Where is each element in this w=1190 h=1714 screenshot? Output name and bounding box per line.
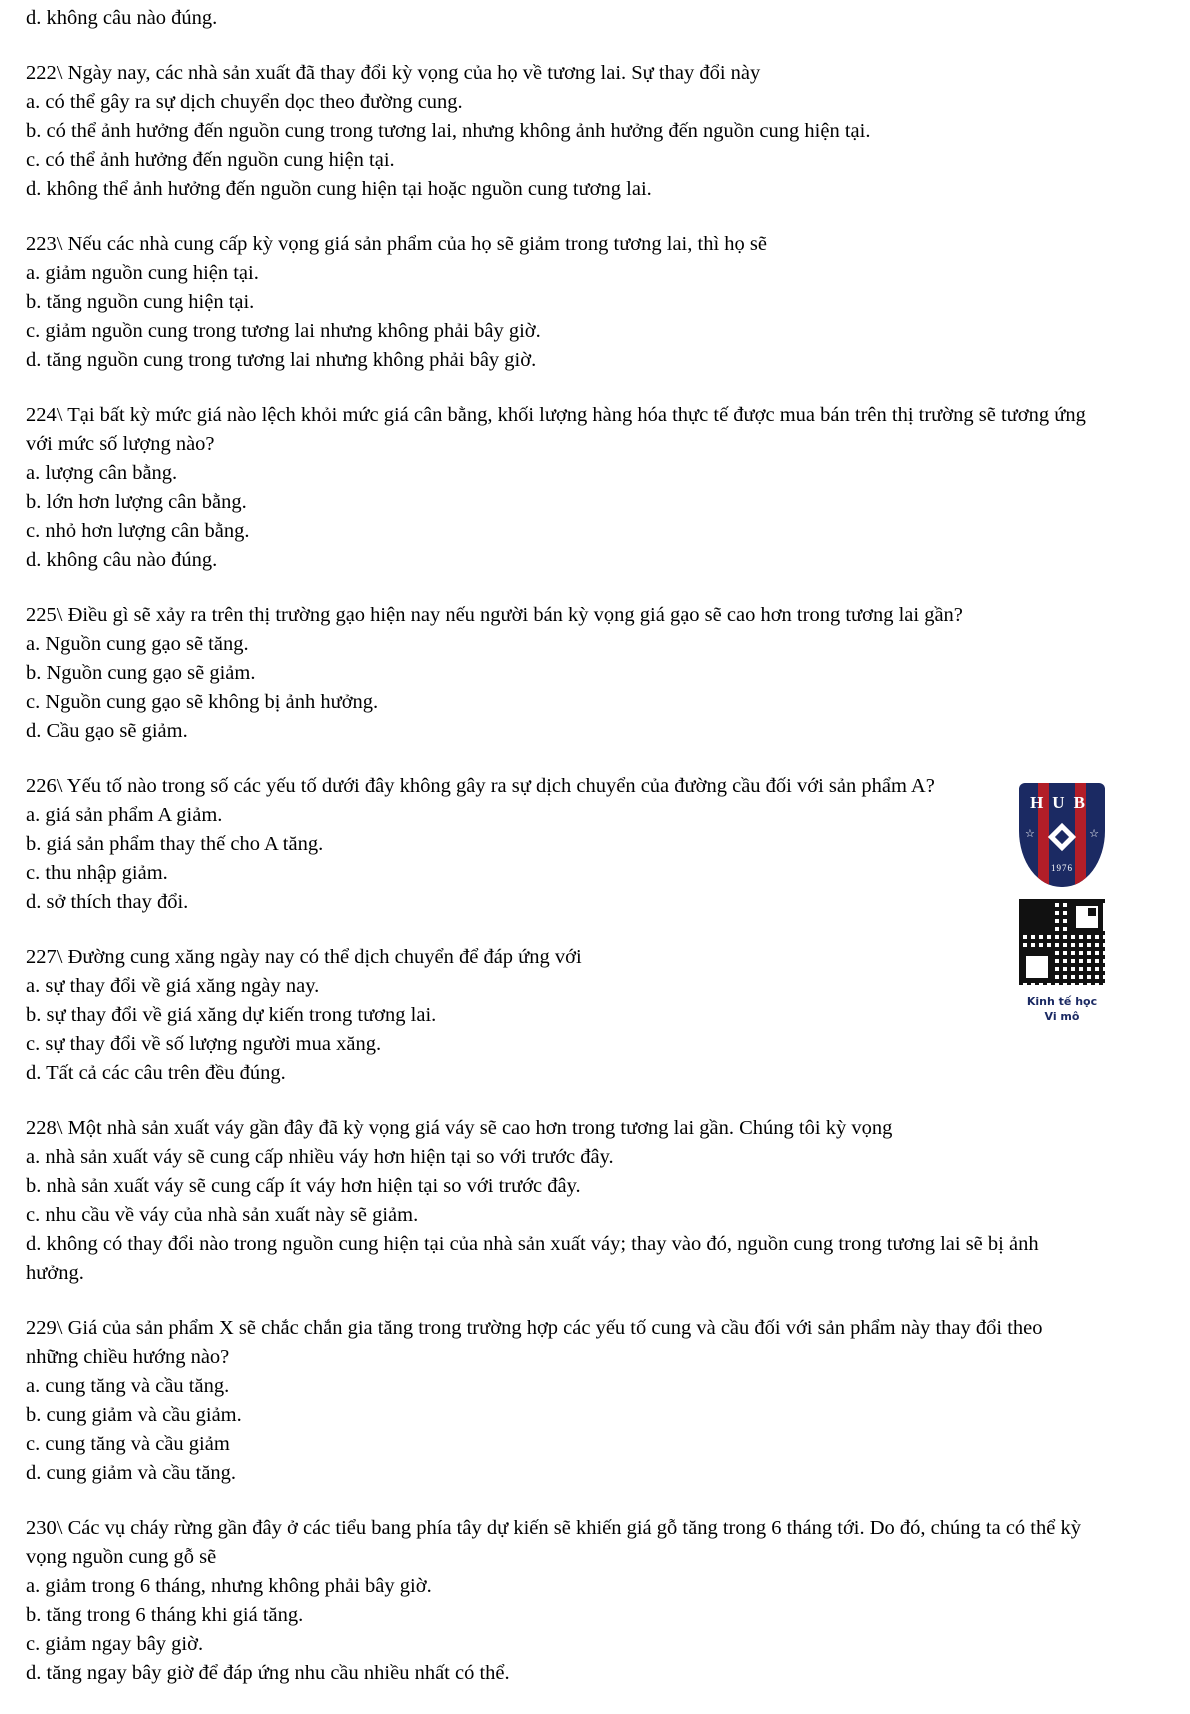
option-c: c. có thể ảnh hưởng đến nguồn cung hiện tại. bbox=[26, 149, 395, 171]
question-stem: 229\ Giá của sản phẩm X sẽ chắc chắn gia tăng trong trường hợp các yếu tố cung và cầu đối với sản phẩm này thay đổi theo những chiều hướng nào? bbox=[26, 1317, 1043, 1368]
question-stem: 222\ Ngày nay, các nhà sản xuất đã thay đổi kỳ vọng của họ về tương lai. Sự thay đổi này bbox=[26, 62, 761, 84]
option-d: d. sở thích thay đổi. bbox=[26, 891, 189, 913]
option-b: b. nhà sản xuất váy sẽ cung cấp ít váy hơn hiện tại so với trước đây. bbox=[26, 1175, 581, 1197]
option-c: c. Nguồn cung gạo sẽ không bị ảnh hưởng. bbox=[26, 691, 379, 713]
qr-code-icon bbox=[1017, 897, 1107, 987]
question-stem: 226\ Yếu tố nào trong số các yếu tố dưới đây không gây ra sự dịch chuyển của đường cầu đối với sản phẩm A? bbox=[26, 775, 935, 797]
watermark-caption bbox=[1006, 994, 1118, 1024]
question-225 bbox=[26, 601, 1086, 746]
option-d: d. cung giảm và cầu tăng. bbox=[26, 1462, 237, 1484]
option-a: a. sự thay đổi về giá xăng ngày nay. bbox=[26, 975, 320, 997]
option-c: c. cung tăng và cầu giảm bbox=[26, 1433, 230, 1455]
option-b: b. tăng trong 6 tháng khi giá tăng. bbox=[26, 1604, 304, 1626]
question-227 bbox=[26, 943, 1086, 1088]
option-b: b. tăng nguồn cung hiện tại. bbox=[26, 291, 255, 313]
option-b: b. cung giảm và cầu giảm. bbox=[26, 1404, 242, 1426]
option-c: c. sự thay đổi về số lượng người mua xăng. bbox=[26, 1033, 382, 1055]
option-a: a. Nguồn cung gạo sẽ tăng. bbox=[26, 633, 249, 655]
option-c: c. giảm nguồn cung trong tương lai nhưng không phải bây giờ. bbox=[26, 320, 541, 342]
option-a: a. giảm trong 6 tháng, nhưng không phải bây giờ. bbox=[26, 1575, 432, 1597]
option-a: a. giảm nguồn cung hiện tại. bbox=[26, 262, 259, 284]
watermark-caption-line1: Kinh tế học bbox=[1026, 995, 1098, 1008]
option-b: b. giá sản phẩm thay thế cho A tăng. bbox=[26, 833, 324, 855]
shield-ornament-right: ☆ bbox=[1089, 828, 1099, 840]
option-a: a. có thể gây ra sự dịch chuyển dọc theo đường cung. bbox=[26, 91, 463, 113]
option-a: a. giá sản phẩm A giảm. bbox=[26, 804, 223, 826]
shield-ornament-left: ☆ bbox=[1025, 828, 1035, 840]
option-d: d. không câu nào đúng. bbox=[26, 549, 218, 571]
hub-logo-year: 1976 bbox=[1051, 863, 1073, 873]
question-stem: 224\ Tại bất kỳ mức giá nào lệch khỏi mức giá cân bằng, khối lượng hàng hóa thực tế được mua bán trên thị trường sẽ tương ứng với mức số lượng nào? bbox=[26, 404, 1086, 455]
option-c: c. nhu cầu về váy của nhà sản xuất này sẽ giảm. bbox=[26, 1204, 419, 1226]
option-b: b. có thể ảnh hưởng đến nguồn cung trong tương lai, nhưng không ảnh hưởng đến nguồn cung hiện tại. bbox=[26, 120, 871, 142]
question-stem: 230\ Các vụ cháy rừng gần đây ở các tiểu bang phía tây dự kiến sẽ khiến giá gỗ tăng trong 6 tháng tới. Do đó, chúng ta có thể kỳ vọng nguồn cung gỗ sẽ bbox=[26, 1517, 1081, 1568]
option-d: d. không có thay đổi nào trong nguồn cung hiện tại của nhà sản xuất váy; thay vào đó, nguồn cung trong tương lai sẽ bị ảnh hưởng. bbox=[26, 1233, 1039, 1284]
option-a: a. lượng cân bằng. bbox=[26, 462, 178, 484]
option-c: c. giảm ngay bây giờ. bbox=[26, 1633, 204, 1655]
question-228 bbox=[26, 1114, 1086, 1288]
qr-eye-dot-top-right bbox=[1088, 908, 1096, 916]
watermark-caption-line2: Vi mô bbox=[1044, 1010, 1080, 1023]
qr-eye-dot-bottom-left bbox=[1028, 968, 1036, 976]
qr-eye-dot-top-left bbox=[1028, 908, 1036, 916]
option-b: b. Nguồn cung gạo sẽ giảm. bbox=[26, 662, 256, 684]
question-226 bbox=[26, 772, 1086, 917]
question-224 bbox=[26, 401, 1086, 575]
question-stem: 223\ Nếu các nhà cung cấp kỳ vọng giá sản phẩm của họ sẽ giảm trong tương lai, thì họ sẽ bbox=[26, 233, 767, 255]
watermark-logo bbox=[1006, 783, 1118, 1024]
shield-diamond-icon bbox=[1048, 823, 1076, 851]
qr-eye-top-right bbox=[1071, 901, 1103, 933]
hub-shield-icon bbox=[1019, 783, 1105, 887]
option-c: c. thu nhập giảm. bbox=[26, 862, 168, 884]
option-d: d. không thể ảnh hưởng đến nguồn cung hiện tại hoặc nguồn cung tương lai. bbox=[26, 178, 652, 200]
option-b: b. sự thay đổi về giá xăng dự kiến trong tương lai. bbox=[26, 1004, 437, 1026]
document-body bbox=[26, 4, 1086, 1714]
question-stem: 227\ Đường cung xăng ngày nay có thể dịch chuyển để đáp ứng với bbox=[26, 946, 582, 968]
option-d: d. Cầu gạo sẽ giảm. bbox=[26, 720, 188, 742]
question-stem: 228\ Một nhà sản xuất váy gần đây đã kỳ vọng giá váy sẽ cao hơn trong tương lai gần. Chúng tôi kỳ vọng bbox=[26, 1117, 893, 1139]
carryover-option: d. không câu nào đúng. bbox=[26, 7, 218, 29]
question-230 bbox=[26, 1514, 1086, 1688]
hub-logo-text: HUB bbox=[1030, 793, 1094, 812]
option-b: b. lớn hơn lượng cân bằng. bbox=[26, 491, 247, 513]
question-stem: 225\ Điều gì sẽ xảy ra trên thị trường gạo hiện nay nếu người bán kỳ vọng giá gạo sẽ cao hơn trong tương lai gần? bbox=[26, 604, 963, 626]
option-a: a. nhà sản xuất váy sẽ cung cấp nhiều váy hơn hiện tại so với trước đây. bbox=[26, 1146, 614, 1168]
option-a: a. cung tăng và cầu tăng. bbox=[26, 1375, 230, 1397]
option-d: d. tăng nguồn cung trong tương lai nhưng không phải bây giờ. bbox=[26, 349, 537, 371]
question-229 bbox=[26, 1314, 1086, 1488]
option-c: c. nhỏ hơn lượng cân bằng. bbox=[26, 520, 250, 542]
question-222 bbox=[26, 59, 1086, 204]
option-d: d. tăng ngay bây giờ để đáp ứng nhu cầu nhiều nhất có thể. bbox=[26, 1662, 510, 1684]
question-223 bbox=[26, 230, 1086, 375]
option-d: d. Tất cả các câu trên đều đúng. bbox=[26, 1062, 286, 1084]
